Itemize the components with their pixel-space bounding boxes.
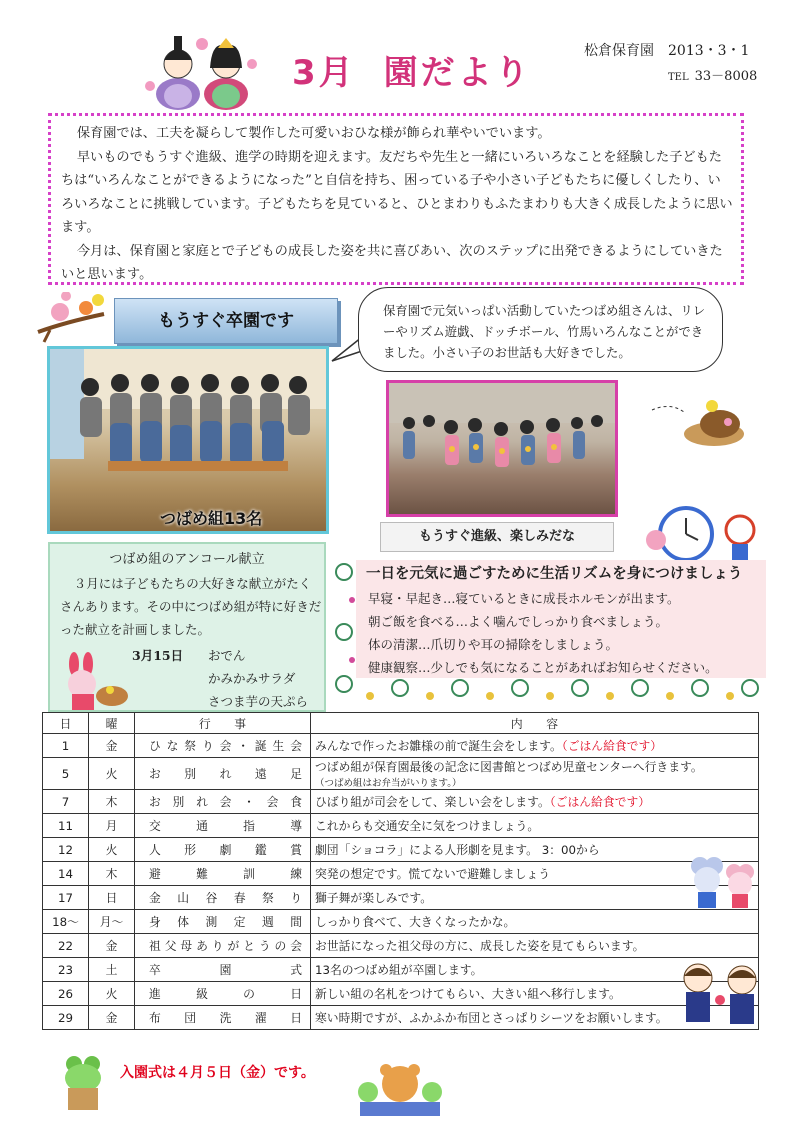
mole-butterfly-illustration [650, 392, 750, 448]
telephone [668, 65, 757, 84]
header-day: 日 [43, 713, 89, 734]
schedule-day: 22 [43, 934, 89, 958]
schedule-weekday: 土 [89, 958, 135, 982]
schedule-weekday: 金 [89, 934, 135, 958]
tel-number: 33－8008 [694, 69, 758, 84]
children-standing-photo [389, 383, 615, 514]
schedule-content [311, 910, 759, 934]
header-content: 内 容 [311, 713, 759, 734]
title-month: 3月 [292, 53, 356, 93]
advancement-photo [386, 380, 618, 517]
schedule-day: 17 [43, 886, 89, 910]
schedule-weekday: 月 [89, 814, 135, 838]
class-photo-caption: つばめ組13名 [160, 509, 263, 528]
schedule-event: 金山谷春祭り [135, 886, 311, 910]
schedule-row [43, 734, 759, 758]
schedule-content-note: （ごはん給食です） [561, 739, 663, 753]
schedule-day: 12 [43, 838, 89, 862]
schedule-weekday: 火 [89, 982, 135, 1006]
menu-item: おでん [208, 648, 246, 663]
schedule-day: 1 [43, 734, 89, 758]
menu-body: ３月には子どもたちの大好きな献立がたくさんあります。その中につばめ組が特に好きだった献立を計画しました。 [60, 576, 322, 637]
schedule-day: 11 [43, 814, 89, 838]
tel-label: TEL [668, 72, 689, 83]
graduation-banner [114, 298, 338, 344]
schedule-content [311, 734, 759, 758]
schedule-table [42, 712, 759, 1030]
schedule-day: 29 [43, 1006, 89, 1030]
schedule-content [311, 814, 759, 838]
schedule-row [43, 838, 759, 862]
schedule-event: 卒園式 [135, 958, 311, 982]
schedule-body [43, 734, 759, 1030]
schedule-event: 進級の日 [135, 982, 311, 1006]
schedule-row [43, 910, 759, 934]
schedule-weekday: 金 [89, 1006, 135, 1030]
menu-item: かみかみサラダ [208, 671, 296, 686]
schedule-content-text: つばめ組が保育園最後の記念に図書館とつばめ児童センターへ行きます。 [315, 760, 703, 774]
schedule-row [43, 1006, 759, 1030]
birds-branch-illustration [36, 292, 106, 344]
schedule-content-text: 新しい組の名札をつけてもらい、大きい組へ移行します。 [315, 987, 621, 1001]
schedule-weekday: 月～ [89, 910, 135, 934]
schedule-day: 23 [43, 958, 89, 982]
intro-paragraph: 早いものでもうすぐ進級、進学の時期を迎えます。友だちや先生と一緒にいろいろなことを経験した子どもたちは“いろんなことができるようになった”と自信を持ち、困っている子や小さい子どもたちに優しくしたり、いろいろなことに挑戦しています。子どもたちを見ていると、ひとまわりもふたまわりも大きく成長したように思います。 [61, 149, 733, 235]
schedule-row [43, 934, 759, 958]
advancement-ribbon [380, 522, 614, 552]
schedule-weekday: 木 [89, 862, 135, 886]
newsletter-title [292, 45, 532, 94]
clock-characters-illustration [640, 500, 770, 566]
schedule-content-note: （ごはん給食です） [549, 795, 651, 809]
schedule-row [43, 982, 759, 1006]
life-rhythm-title: 一日を元気に過ごすために生活リズムを身につけましょう [366, 565, 743, 582]
schedule-content [311, 758, 759, 790]
advancement-ribbon-text: もうすぐ進級、楽しみだな [418, 529, 575, 544]
life-rhythm-item: 体の清潔…爪切りや耳の掃除をしましょう。 [368, 637, 619, 652]
schedule-row [43, 758, 759, 790]
schedule-row [43, 790, 759, 814]
schedule-event: 祖父母ありがとうの会 [135, 934, 311, 958]
schedule-event: 避難訓練 [135, 862, 311, 886]
entrance-ceremony-note: 入園式は４月５日（金）です。 [120, 1065, 315, 1081]
schedule-weekday: 火 [89, 838, 135, 862]
schedule-content-text: 寒い時期ですが、ふかふか布団とさっぱりシーツをお願いします。 [315, 1011, 668, 1025]
schedule-day: 14 [43, 862, 89, 886]
menu-item: さつま芋の天ぷら [208, 694, 309, 709]
schedule-content-text: これからも交通安全に気をつけましょう。 [315, 819, 540, 833]
schedule-event: ひな祭り会・誕生会 [135, 734, 311, 758]
header-weekday: 曜 [89, 713, 135, 734]
schedule-row [43, 814, 759, 838]
schedule-event: お別れ会・会食 [135, 790, 311, 814]
schedule-content-text: 突発の想定です。慌てないで避難しましょう [315, 867, 550, 881]
schedule-event: 身体測定週間 [135, 910, 311, 934]
hina-dolls-illustration [140, 24, 260, 110]
schedule-row [43, 862, 759, 886]
schedule-event: 交通指導 [135, 814, 311, 838]
schedule-day: 18～ [43, 910, 89, 934]
schedule-content-text: 13名のつばめ組が卒園します。 [315, 963, 483, 977]
header-event: 行 事 [135, 713, 311, 734]
schedule-event: お別れ遠足 [135, 758, 311, 790]
clock-border-decoration [330, 560, 770, 710]
children-group-photo [50, 349, 326, 531]
schedule-content-text: ひばり組が司会をして、楽しい会をします。 [315, 795, 550, 809]
children-illustration [674, 960, 770, 1038]
schedule-weekday: 日 [89, 886, 135, 910]
life-rhythm-item: 朝ご飯を食べる…よく噛んでしっかり食べましょう。 [368, 614, 669, 629]
schedule-content-sub: （つばめ組はお弁当がいります。） [315, 778, 462, 789]
graduation-banner-text: もうすぐ卒園です [158, 311, 294, 331]
schedule-weekday: 金 [89, 734, 135, 758]
schedule-day: 26 [43, 982, 89, 1006]
schedule-weekday: 木 [89, 790, 135, 814]
schedule-event: 布団洗濯日 [135, 1006, 311, 1030]
menu-box [48, 542, 326, 712]
schedule-content-text: 劇団「ショコラ」による人形劇を見ます。 3：00から [315, 843, 600, 857]
schedule-content-text: みんなで作ったお雛様の前で誕生会をします。 [315, 739, 562, 753]
title-text: 園だより [383, 53, 532, 93]
mice-illustration [680, 852, 760, 912]
menu-date: 3月15日 [132, 648, 184, 663]
intro-paragraph: 今月は、保育園と家庭とで子どもの成長した姿を共に喜びあい、次のステップに出発できるようにしていきたいと思います。 [61, 243, 723, 282]
bear-animals-illustration [352, 1062, 448, 1120]
schedule-content-text: 獅子舞が楽しみです。 [315, 891, 433, 905]
schedule-row [43, 958, 759, 982]
frog-illustration [52, 1052, 112, 1112]
menu-title: つばめ組のアンコール献立 [109, 552, 265, 567]
schedule-content-text: お世話になった祖父母の方に、成長した姿を見てもらいます。 [315, 939, 645, 953]
intro-paragraph: 保育園では、工夫を凝らして製作した可愛いおひな様が飾られ華やいでいます。 [76, 126, 551, 141]
speech-bubble: 保育園で元気いっぱい活動していたつばめ組さんは、リレーやリズム遊戯、ドッチボール、竹馬いろんなことができました。小さい子のお世話も大好きでした。 [358, 287, 723, 372]
rabbit-girl-illustration [54, 652, 132, 712]
schedule-event: 人形劇鑑賞 [135, 838, 311, 862]
schedule-row [43, 886, 759, 910]
schedule-weekday: 火 [89, 758, 135, 790]
schedule-content [311, 790, 759, 814]
schedule-day: 5 [43, 758, 89, 790]
intro-message [48, 113, 744, 285]
schedule-content-text: しっかり食べて、大きくなったかな。 [315, 915, 516, 929]
schedule-content [311, 934, 759, 958]
school-date: 松倉保育園 2013・3・1 [584, 43, 750, 59]
schedule-day: 7 [43, 790, 89, 814]
life-rhythm-item: 早寝・早起き…寝ているときに成長ホルモンが出ます。 [368, 591, 680, 606]
life-rhythm-item: 健康観察…少しでも気になることがあればお知らせください。 [368, 660, 718, 675]
schedule-header-row [43, 713, 759, 734]
